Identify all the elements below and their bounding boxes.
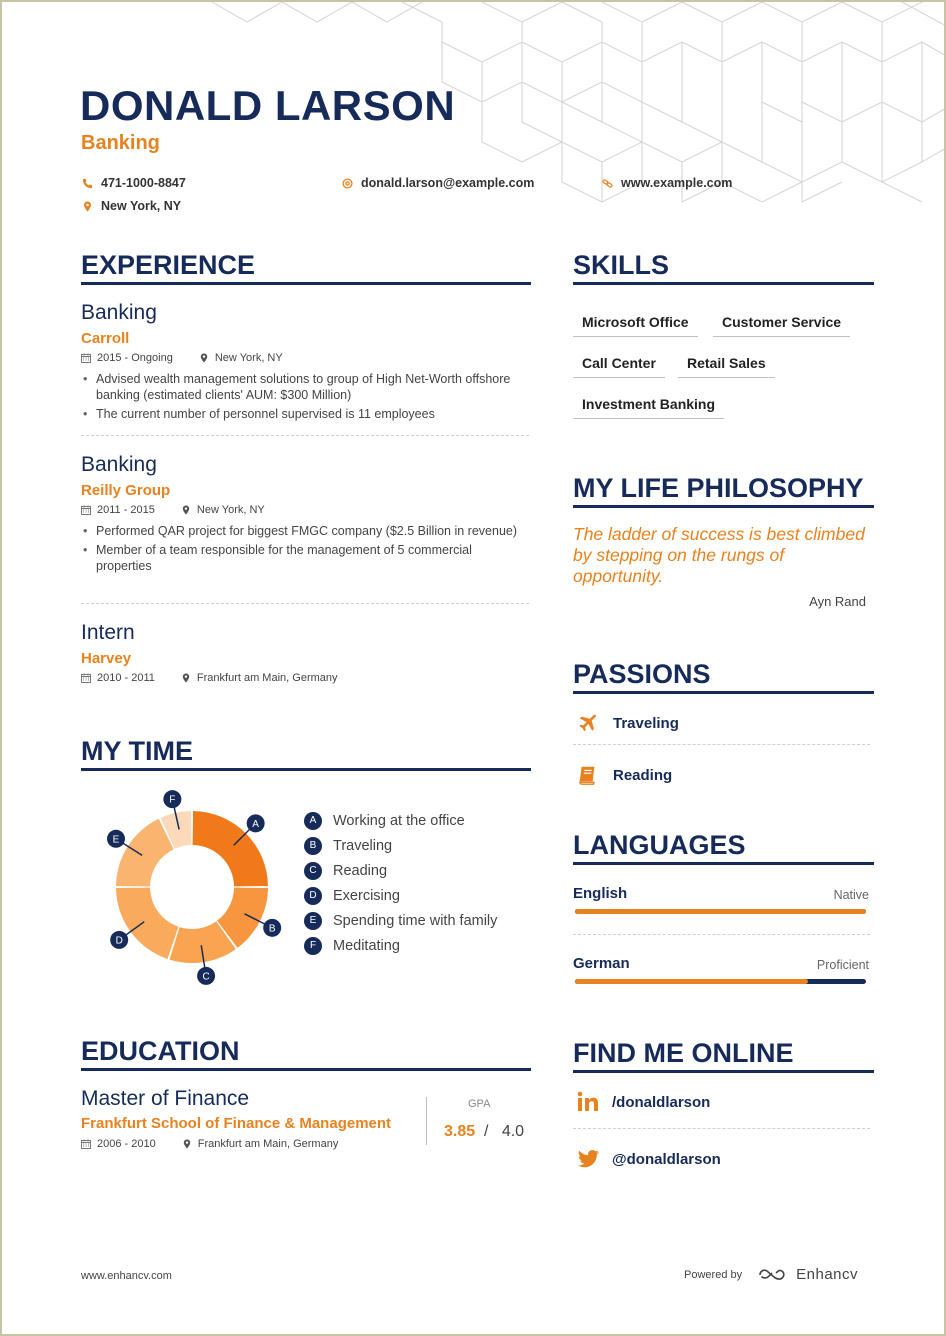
- donut-marker-label: D: [115, 935, 123, 947]
- legend-item: [304, 908, 497, 933]
- donut-marker-label: A: [252, 818, 259, 830]
- linkedin-handle: /donaldlarson: [612, 1093, 711, 1111]
- languages-heading: LANGUAGES: [573, 830, 746, 860]
- donut-slice-d: [116, 888, 178, 959]
- divider: [573, 1128, 870, 1129]
- gpa-max: 4.0: [501, 1123, 525, 1140]
- phone-text: 471-1000-8847: [101, 176, 186, 190]
- legend-label: Reading: [333, 862, 388, 879]
- legend-label: Meditating: [333, 937, 400, 954]
- location-contact: [82, 199, 181, 213]
- quote-author: Ayn Rand: [809, 594, 866, 609]
- philosophy-rule: [573, 505, 874, 508]
- language-name: English: [573, 885, 628, 902]
- job-title: Banking: [81, 453, 157, 476]
- school-name: Frankfurt School of Finance & Management: [81, 1115, 392, 1132]
- experience-heading: EXPERIENCE: [81, 250, 256, 280]
- education-rule: [81, 1068, 531, 1071]
- job-title: Banking: [81, 301, 157, 324]
- email-text: donald.larson@example.com: [361, 176, 535, 190]
- job-bullet: • Advised wealth management solutions to group of High Net-Worth offshore banking (estimated clients' AUM: $300 Million): [81, 371, 521, 403]
- calendar-icon: [81, 505, 91, 515]
- gpa-divider: [426, 1097, 427, 1145]
- calendar-icon: [81, 1139, 91, 1149]
- job-meta: [81, 504, 265, 516]
- legend-label: Exercising: [333, 887, 400, 904]
- language-level: Proficient: [816, 958, 869, 972]
- languages-rule: [573, 862, 874, 865]
- gpa-separator: /: [484, 1123, 489, 1140]
- skill-tag: Microsoft Office: [573, 314, 698, 337]
- legend-marker: E: [304, 912, 322, 930]
- passions-rule: [573, 691, 874, 694]
- legend-marker: B: [304, 837, 322, 855]
- gpa-label: GPA: [468, 1098, 491, 1110]
- website-text: www.example.com: [621, 176, 733, 190]
- donut-marker-label: B: [268, 923, 276, 935]
- job-company: Harvey: [81, 650, 132, 667]
- calendar-icon: [81, 353, 91, 363]
- passions-heading: PASSIONS: [573, 659, 711, 689]
- language-bar-fill: [575, 979, 808, 984]
- powered-by-text: Powered by: [684, 1268, 743, 1281]
- job-dates: 2015 - Ongoing: [97, 352, 173, 364]
- experience-rule: [81, 282, 531, 285]
- legend-marker: D: [304, 887, 322, 905]
- job-location: New York, NY: [196, 504, 265, 516]
- linkedin-link[interactable]: [576, 1090, 710, 1114]
- job-company: Carroll: [81, 330, 130, 347]
- phone-icon: [82, 178, 93, 189]
- job-title: Intern: [81, 621, 135, 644]
- divider: [81, 435, 529, 436]
- candidate-name: DONALD LARSON: [80, 82, 456, 129]
- job-meta: [81, 672, 338, 684]
- degree-title: Master of Finance: [81, 1087, 250, 1110]
- passion-item: [577, 764, 672, 786]
- time-legend: [304, 808, 497, 958]
- online-rule: [573, 1070, 874, 1073]
- job-bullet: • Member of a team responsible for the management of 5 commercial properties: [81, 542, 521, 574]
- book-icon: [577, 764, 599, 786]
- legend-item: [304, 833, 497, 858]
- language-bar-fill: [575, 909, 866, 914]
- calendar-icon: [81, 673, 91, 683]
- donut-marker-label: E: [112, 834, 120, 846]
- job-dates: 2011 - 2015: [97, 504, 155, 516]
- legend-label: Spending time with family: [333, 912, 498, 929]
- language-name: German: [573, 955, 630, 972]
- website-contact[interactable]: [602, 176, 732, 190]
- legend-item: [304, 808, 497, 833]
- candidate-title: Banking: [81, 132, 160, 154]
- job-dates: 2010 - 2011: [97, 672, 155, 684]
- legend-label: Working at the office: [333, 812, 465, 829]
- footer-brand: [684, 1266, 858, 1283]
- plane-icon: [577, 712, 599, 734]
- education-heading: EDUCATION: [81, 1036, 240, 1066]
- divider: [573, 934, 870, 935]
- online-heading: FIND ME ONLINE: [573, 1038, 794, 1068]
- twitter-icon: [576, 1147, 600, 1171]
- enhancv-logo-icon: [758, 1267, 790, 1283]
- divider: [573, 744, 870, 745]
- education-dates: 2006 - 2010: [97, 1138, 156, 1150]
- gpa-value: [444, 1123, 524, 1141]
- skill-tag: Investment Banking: [573, 396, 724, 419]
- language-bar: [575, 979, 866, 984]
- philosophy-quote: The ladder of success is best climbed by stepping on the rungs of opportunity.: [573, 524, 865, 586]
- brand-name: Enhancv: [796, 1266, 858, 1283]
- skill-tag: Retail Sales: [678, 355, 775, 378]
- legend-marker: A: [304, 812, 322, 830]
- passion-item: [577, 712, 679, 734]
- job-bullet: • Performed QAR project for biggest FMGC company ($2.5 Billion in revenue): [81, 523, 521, 539]
- education-location: Frankfurt am Main, Germany: [197, 1138, 339, 1150]
- legend-item: [304, 858, 497, 883]
- skills-rule: [573, 282, 874, 285]
- skill-tag: Call Center: [573, 355, 665, 378]
- map-pin-icon: [82, 201, 93, 212]
- job-bullets: [81, 523, 521, 577]
- education-meta: [81, 1138, 338, 1150]
- map-pin-icon: [181, 673, 191, 683]
- map-pin-icon: [181, 505, 191, 515]
- location-text: New York, NY: [101, 199, 182, 213]
- job-company: Reilly Group: [81, 482, 171, 499]
- donut-slice-e: [116, 819, 174, 887]
- linkedin-icon: [576, 1090, 600, 1114]
- legend-item: [304, 933, 497, 958]
- job-bullet: • The current number of personnel supervised is 11 employees: [81, 406, 521, 422]
- skills-heading: SKILLS: [573, 250, 670, 280]
- legend-marker: C: [304, 862, 322, 880]
- job-location: New York, NY: [214, 352, 283, 364]
- legend-label: Traveling: [333, 837, 393, 854]
- time-donut-chart: [92, 782, 292, 992]
- legend-item: [304, 883, 497, 908]
- link-icon: [602, 178, 613, 189]
- job-meta: [81, 352, 283, 364]
- job-bullets: [81, 371, 521, 425]
- skill-tag: Customer Service: [713, 314, 850, 337]
- passion-label: Traveling: [613, 714, 679, 732]
- legend-marker: F: [304, 937, 322, 955]
- donut-marker-label: C: [202, 971, 210, 983]
- language-level: Native: [833, 888, 869, 902]
- divider: [81, 603, 529, 604]
- job-location: Frankfurt am Main, Germany: [196, 672, 338, 684]
- my-time-rule: [81, 768, 531, 771]
- brand-logo: [758, 1266, 858, 1283]
- passion-label: Reading: [613, 766, 673, 784]
- map-pin-icon: [182, 1139, 192, 1149]
- map-pin-icon: [199, 353, 209, 363]
- twitter-handle: @donaldlarson: [612, 1150, 721, 1168]
- footer-site[interactable]: www.enhancv.com: [81, 1270, 172, 1282]
- my-time-heading: MY TIME: [81, 736, 194, 766]
- gpa-score: 3.85: [444, 1123, 476, 1140]
- twitter-link[interactable]: [576, 1147, 721, 1171]
- philosophy-heading: MY LIFE PHILOSOPHY: [573, 473, 864, 503]
- at-icon: [342, 178, 353, 189]
- donut-marker-label: F: [169, 794, 176, 806]
- email-contact[interactable]: [342, 176, 534, 190]
- phone-contact[interactable]: [82, 176, 186, 190]
- language-bar: [575, 909, 866, 914]
